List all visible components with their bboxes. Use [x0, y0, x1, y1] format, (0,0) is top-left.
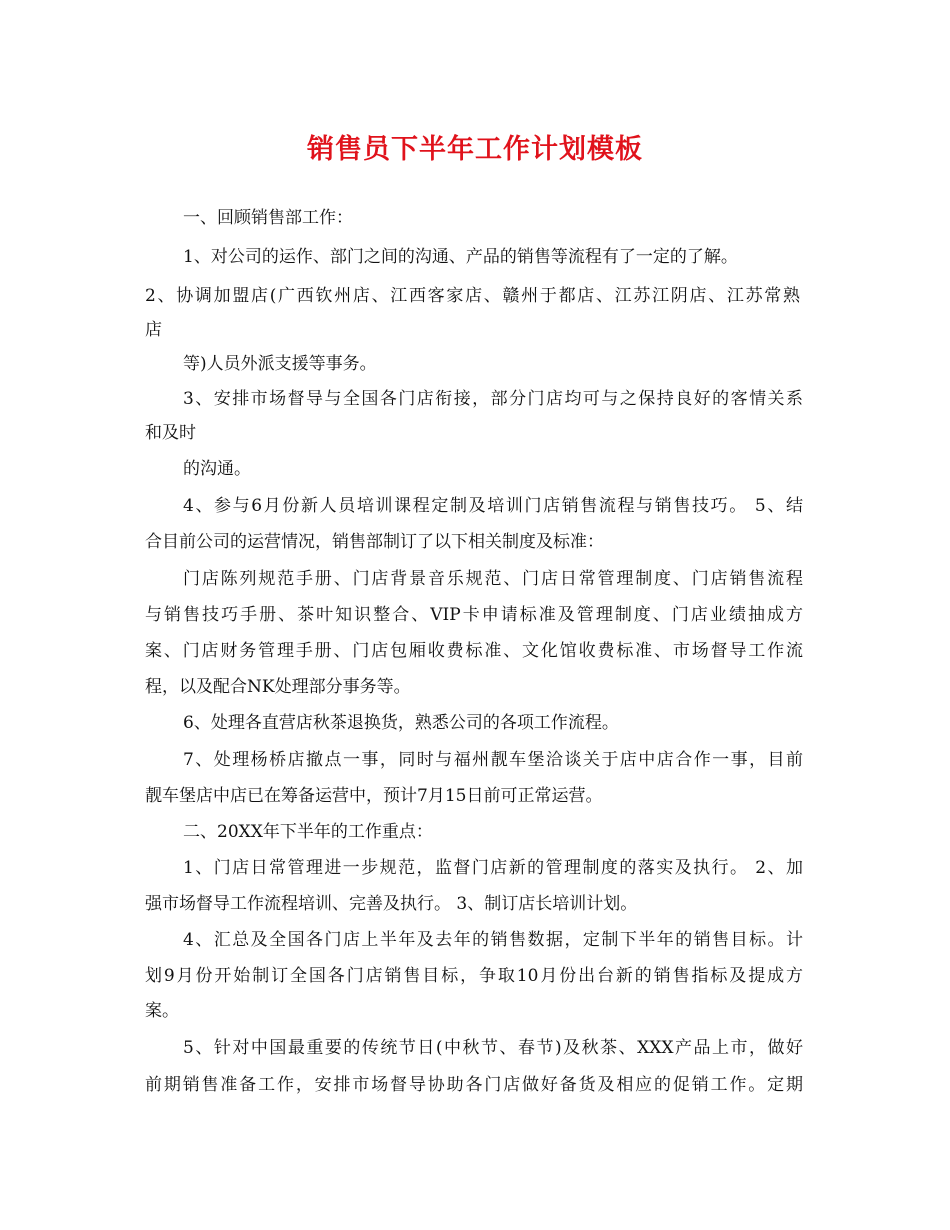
section-heading: 一、回顾销售部工作：: [183, 208, 353, 228]
paragraph-line: 4、汇总及全国各门店上半年及去年的销售数据，定制下半年的销售目标。计: [183, 930, 803, 950]
paragraph-line: 的沟通。: [183, 459, 251, 479]
paragraph-line: 前期销售准备工作，安排市场督导协助各门店做好备货及相应的促销工作。定期: [145, 1075, 803, 1095]
paragraph-line: 7、处理杨桥店撤点一事，同时与福州靓车堡洽谈关于店中店合作一事，目前: [183, 750, 803, 770]
paragraph-line: 等)人员外派支援等事务。: [183, 354, 377, 374]
paragraph-line: 5、针对中国最重要的传统节日(中秋节、春节)及秋茶、XXX产品上市，做好: [183, 1038, 803, 1058]
paragraph-line: 案。: [145, 1001, 179, 1021]
paragraph-line: 6、处理各直营店秋茶退换货，熟悉公司的各项工作流程。: [183, 713, 619, 733]
paragraph-line: 与销售技巧手册、茶叶知识整合、VIP卡申请标准及管理制度、门店业绩抽成方: [145, 605, 803, 625]
paragraph-line: 1、对公司的运作、部门之间的沟通、产品的销售等流程有了一定的了解。: [183, 247, 738, 267]
paragraph-line: 门店陈列规范手册、门店背景音乐规范、门店日常管理制度、门店销售流程: [183, 569, 803, 589]
paragraph-line: 划9月份开始制订全国各门店销售目标，争取10月份出台新的销售指标及提成方: [145, 966, 803, 986]
paragraph-line: 强市场督导工作流程培训、完善及执行。 3、制订店长培训计划。: [145, 894, 638, 914]
paragraph-line: 1、门店日常管理进一步规范，监督门店新的管理制度的落实及执行。 2、加: [183, 858, 803, 878]
paragraph-line: 2、协调加盟店(广西钦州店、江西客家店、赣州于都店、江苏江阴店、江苏常熟: [145, 286, 800, 306]
paragraph-line: 和及时: [145, 423, 196, 443]
paragraph-line: 4、参与6月份新人员培训课程定制及培训门店销售流程与销售技巧。 5、结: [183, 496, 803, 516]
document-title: 销售员下半年工作计划模板: [307, 134, 643, 165]
paragraph-line: 3、安排市场督导与全国各门店衔接，部分门店均可与之保持良好的客情关系: [183, 389, 803, 409]
paragraph-line: 案、门店财务管理手册、门店包厢收费标准、文化馆收费标准、市场督导工作流: [145, 641, 803, 661]
section-heading: 二、20XX年下半年的工作重点：: [183, 822, 433, 842]
paragraph-line: 合目前公司的运营情况，销售部制订了以下相关制度及标准：: [145, 532, 604, 552]
paragraph-line: 程，以及配合NK处理部分事务等。: [145, 677, 411, 697]
paragraph-line: 店: [145, 320, 162, 340]
paragraph-line: 靓车堡店中店已在筹备运营中，预计7月15日前可正常运营。: [145, 786, 603, 806]
